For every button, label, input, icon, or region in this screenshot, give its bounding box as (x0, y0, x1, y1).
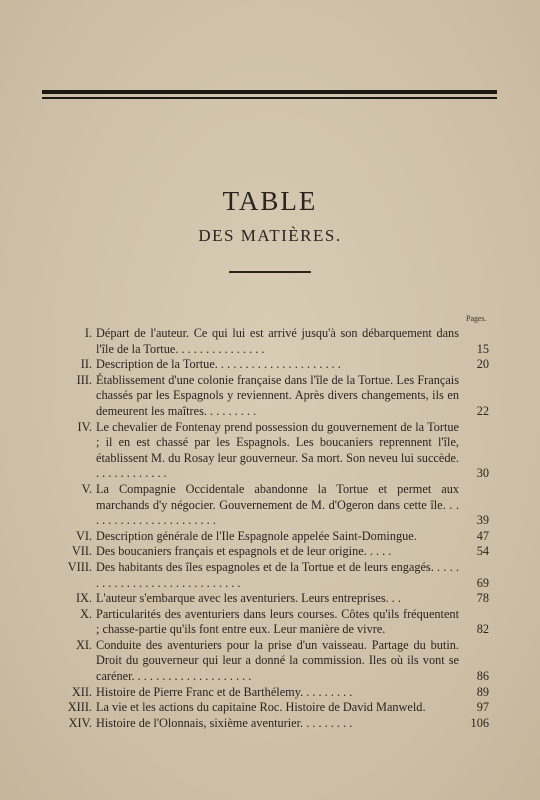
toc-entry (40, 560, 495, 591)
title-divider (229, 271, 311, 273)
chapter-number: IX. (75, 591, 92, 606)
chapter-number: VII. (71, 544, 92, 559)
chapter-title: Des boucaniers français et espagnols et de leur origine. . . . . (96, 544, 392, 559)
toc-entry (40, 700, 495, 716)
chapter-title: Histoire de l'Olonnais, sixième aventurier. . . . . . . . . (96, 715, 353, 730)
chapter-title: Établissement d'une colonie française dans l'île de la Tortue. Les Français chassés par les Espagnols y reviennent. Après divers changements, ils en demeurent les maîtres. . . . . . . . . (96, 372, 459, 418)
chapter-title: Histoire de Pierre Franc et de Barthélemy. . . . . . . . . (96, 684, 353, 699)
page-number: 97 (476, 700, 489, 715)
chapter-title: Description de la Tortue. . . . . . . . . . . . . . . . . . . . . (96, 357, 341, 372)
chapter-number: IV. (77, 419, 92, 434)
table-of-contents (40, 326, 495, 731)
toc-entry (40, 373, 495, 420)
chapter-number: VI. (75, 528, 92, 543)
page-number: 89 (476, 684, 489, 699)
toc-entry (40, 638, 495, 685)
chapter-title: Description générale de l'Ile Espagnole appelée Saint-Domingue. (96, 528, 417, 543)
chapter-number: XIII. (67, 700, 92, 715)
chapter-number: I. (84, 326, 92, 340)
page-subtitle: DES MATIÈRES. (198, 226, 342, 245)
toc-entry (40, 326, 495, 357)
chapter-number: XII. (71, 684, 92, 699)
chapter-number: II. (80, 357, 92, 372)
chapter-title: Conduite des aventuriers pour la prise d'un vaisseau. Partage du butin. Droit du gouverneur qui leur a donné la commission. Iles où ils vont se caréner. . . . . . . . . . . . . . . . . . . . (96, 637, 459, 684)
chapter-title: Le chevalier de Fontenay prend possession du gouvernement de la Tortue ; il en est chassé par les Espagnols. Les boucaniers reprennent l'île, établissent M. du Rosay leur gouverneur. Sa mort. Son neveu lui succède. . . . . . . . . . . . . (96, 419, 459, 481)
page-number: 82 (476, 622, 489, 637)
chapter-title: Particularités des aventuriers dans leurs courses. Côtes qu'ils fréquentent ; chasse-partie qu'ils font entre eux. Leur manière de vivre. (96, 606, 459, 637)
toc-entry (40, 529, 495, 545)
chapter-title: La vie et les actions du capitaine Roc. Histoire de David Manweld. (96, 700, 426, 715)
chapter-title: La Compagnie Occidentale abandonne la Tortue et permet aux marchands d'y négocier. Gouvernement de M. d'Ogeron dans cette île. . . . . . . . . . . . . . . . . . . . . . . (96, 481, 459, 528)
chapter-title: L'auteur s'embarque avec les aventuriers. Leurs entreprises. . . (96, 591, 401, 606)
chapter-number: VIII. (67, 559, 92, 574)
toc-entry (40, 482, 495, 529)
pages-column-header: Pages. (466, 314, 487, 323)
header-rule-thick (42, 90, 497, 94)
toc-entry (40, 716, 495, 732)
chapter-number: III. (76, 372, 92, 387)
page-number: 69 (476, 575, 489, 590)
page-number: 20 (476, 357, 489, 372)
chapter-number: V. (81, 481, 92, 496)
page-number: 54 (476, 544, 489, 559)
toc-entry (40, 685, 495, 701)
toc-entry (40, 544, 495, 560)
page-number: 30 (476, 466, 489, 481)
page-number: 78 (476, 591, 489, 606)
chapter-number: X. (80, 606, 92, 621)
page-number: 106 (470, 715, 489, 730)
page-title: TABLE (222, 186, 318, 216)
header-rule-thin (42, 97, 497, 99)
page-number: 15 (476, 341, 489, 356)
page-number: 22 (476, 403, 489, 418)
page-number: 86 (476, 669, 489, 684)
toc-entry (40, 607, 495, 638)
toc-entry (40, 591, 495, 607)
page-number: 47 (476, 528, 489, 543)
chapter-title: Départ de l'auteur. Ce qui lui est arrivé jusqu'à son débarquement dans l'île de la Tortue. . . . . . . . . . . . . . . (96, 326, 459, 356)
page-number: 39 (476, 513, 489, 528)
toc-entry (40, 420, 495, 482)
chapter-title: Des habitants des îles espagnoles et de la Tortue et de leurs engagés. . . . . . . . . . . . . . . . . . . . . . . . . . . . . (96, 559, 459, 590)
chapter-number: XI. (75, 637, 92, 652)
toc-entry (40, 357, 495, 373)
chapter-number: XIV. (68, 715, 92, 730)
